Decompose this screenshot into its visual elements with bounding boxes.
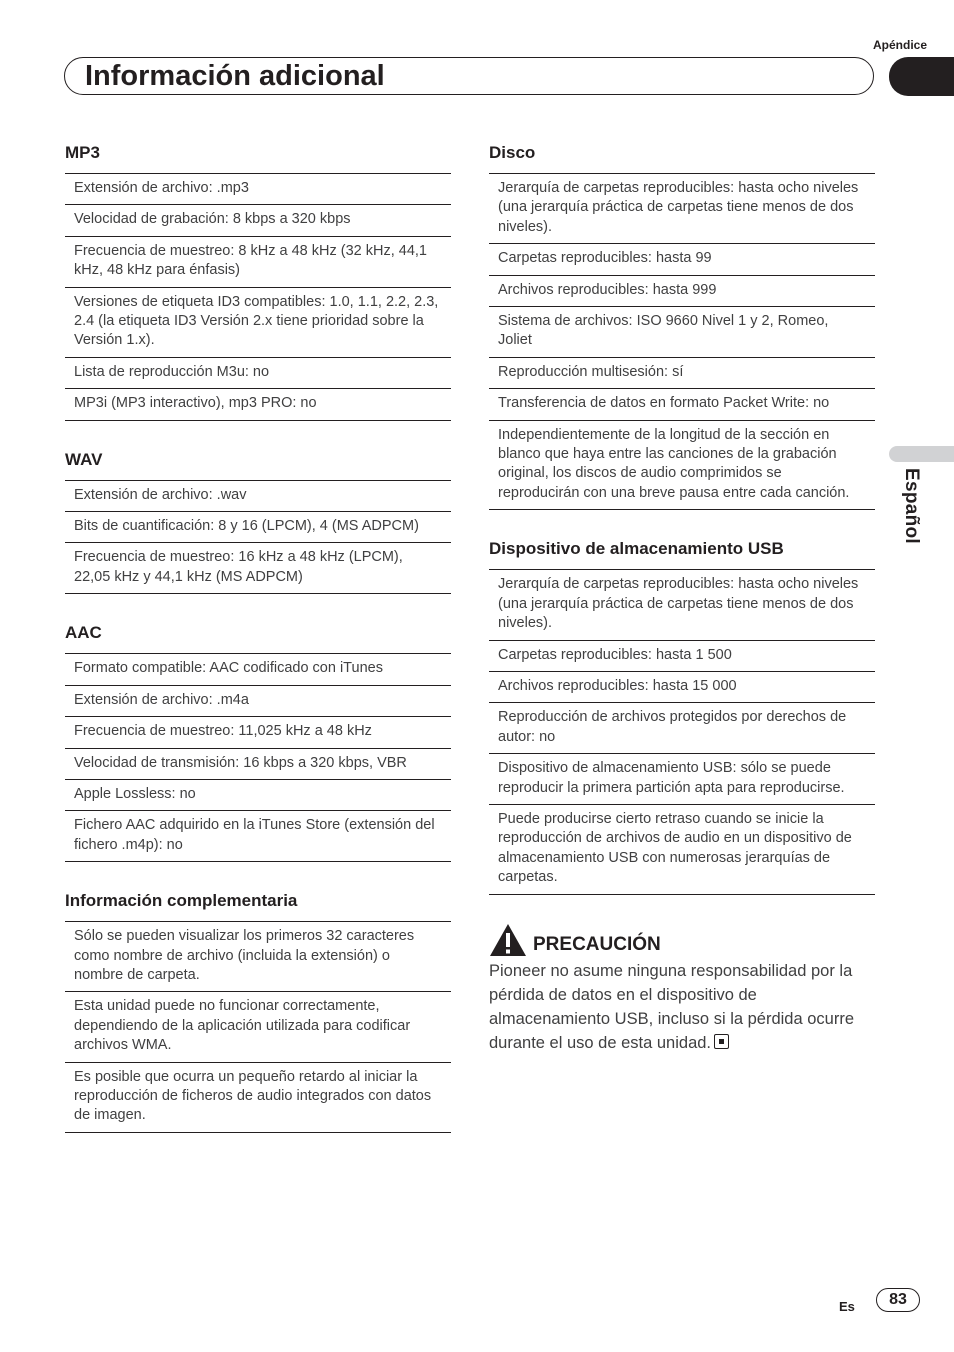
spec-row: Esta unidad puede no funcionar correctamente, dependiendo de la aplicación utilizada para codificar archivos WMA. (65, 991, 451, 1061)
spec-row: Es posible que ocurra un pequeño retardo al iniciar la reproducción de ficheros de audio integrados con datos de imagen. (65, 1062, 451, 1132)
spec-row: Puede producirse cierto retraso cuando se inicie la reproducción de archivos de audio en un dispositivo de almacenamiento USB con numerosas jerarquías de carpetas. (489, 804, 875, 894)
section-title-mp3: MP3 (65, 143, 100, 162)
spec-row: Extensión de archivo: .m4a (65, 685, 451, 716)
left-column (65, 142, 451, 1161)
spec-row: Jerarquía de carpetas reproducibles: hasta ocho niveles (una jerarquía práctica de carpetas tiene menos de dos niveles). (498, 576, 859, 632)
spec-row: Reproducción multisesión: sí (489, 357, 875, 388)
spec-row: Sistema de archivos: ISO 9660 Nivel 1 y 2, Romeo, Joliet (489, 306, 875, 357)
spec-row: Lista de reproducción M3u: no (65, 357, 451, 388)
spec-table-disco (489, 173, 875, 510)
spec-row: Formato compatible: AAC codificado con iTunes (74, 660, 383, 677)
right-column-sections (489, 142, 875, 895)
spec-table-mp3 (65, 173, 451, 421)
caution-text (489, 959, 875, 1055)
spec-row: Bits de cuantificación: 8 y 16 (LPCM), 4 (MS ADPCM) (65, 511, 451, 542)
caution-title: PRECAUCIÓN (533, 933, 661, 955)
page-number: 83 (876, 1288, 920, 1312)
footer-language-code: Es (839, 1299, 855, 1314)
spec-table-informacion-complementaria (65, 921, 451, 1133)
title-bar (64, 57, 874, 95)
language-tab-marker (889, 446, 954, 462)
spec-row: Transferencia de datos en formato Packet Write: no (489, 388, 875, 419)
language-tab-label: Español (901, 468, 922, 545)
warning-triangle-icon (489, 923, 527, 957)
section-title-aac: AAC (65, 623, 102, 643)
spec-row: Velocidad de grabación: 8 kbps a 320 kbps (65, 204, 451, 235)
section-title-wav: WAV (65, 449, 103, 469)
spec-row: Frecuencia de muestreo: 11,025 kHz a 48 kHz (65, 716, 451, 747)
end-of-section-icon (714, 1034, 729, 1049)
caution-text-body: Pioneer no asume ninguna responsabilidad por la pérdida de datos en el dispositivo de almacenamiento USB, incluso si la pérdida ocurre durante el uso de esta unidad. (489, 961, 855, 1052)
section-title-dispositivo-de-almacenamiento-usb: Dispositivo de almacenamiento USB (489, 539, 784, 559)
spec-row: Versiones de etiqueta ID3 compatibles: 1.0, 1.1, 2.2, 2.3, 2.4 (la etiqueta ID3 Versión 2.x tiene prioridad sobre la Versión 1.x). (65, 287, 451, 357)
spec-table-aac (65, 653, 451, 862)
section-title-disco: Disco (489, 143, 536, 162)
spec-table-dispositivo-de-almacenamiento-usb (489, 569, 875, 894)
spec-row: Archivos reproducibles: hasta 15 000 (489, 671, 875, 702)
spec-row: Carpetas reproducibles: hasta 1 500 (489, 640, 875, 671)
spec-row: Velocidad de transmisión: 16 kbps a 320 kbps, VBR (65, 748, 451, 779)
section-title-informacion-complementaria: Información complementaria (65, 891, 298, 911)
spec-row: Sólo se pueden visualizar los primeros 32 caracteres como nombre de archivo (incluida la extensión) o nombre de carpeta. (74, 928, 415, 983)
page-title: Información adicional (85, 60, 385, 92)
spec-row: Extensión de archivo: .wav (74, 486, 247, 503)
caution-header (489, 923, 875, 957)
spec-row: Frecuencia de muestreo: 8 kHz a 48 kHz (32 kHz, 44,1 kHz, 48 kHz para énfasis) (65, 236, 451, 287)
spec-row: Archivos reproducibles: hasta 999 (489, 275, 875, 306)
spec-row: Fichero AAC adquirido en la iTunes Store (extensión del fichero .m4p): no (65, 810, 451, 861)
spec-row: Extensión de archivo: .mp3 (74, 180, 249, 196)
right-column (489, 142, 875, 1055)
spec-row: Carpetas reproducibles: hasta 99 (489, 243, 875, 274)
appendix-label: Apéndice (872, 38, 927, 52)
section-tab-marker (889, 57, 954, 96)
spec-row: Reproducción de archivos protegidos por derechos de autor: no (489, 702, 875, 753)
spec-row: Independientemente de la longitud de la sección en blanco que haya entre las canciones de la grabación original, los discos de audio comprimidos se reproducirán con una breve pausa entre cada canción. (489, 420, 875, 510)
spec-row: Dispositivo de almacenamiento USB: sólo se puede reproducir la primera partición apta para reproducirse. (489, 753, 875, 804)
spec-table-wav (65, 480, 451, 595)
spec-row: Jerarquía de carpetas reproducibles: hasta ocho niveles (una jerarquía práctica de carpetas tiene menos de dos niveles). (498, 180, 859, 235)
spec-row: MP3i (MP3 interactivo), mp3 PRO: no (65, 388, 451, 419)
spec-row: Frecuencia de muestreo: 16 kHz a 48 kHz (LPCM), 22,05 kHz y 44,1 kHz (MS ADPCM) (65, 542, 451, 593)
spec-row: Apple Lossless: no (65, 779, 451, 810)
